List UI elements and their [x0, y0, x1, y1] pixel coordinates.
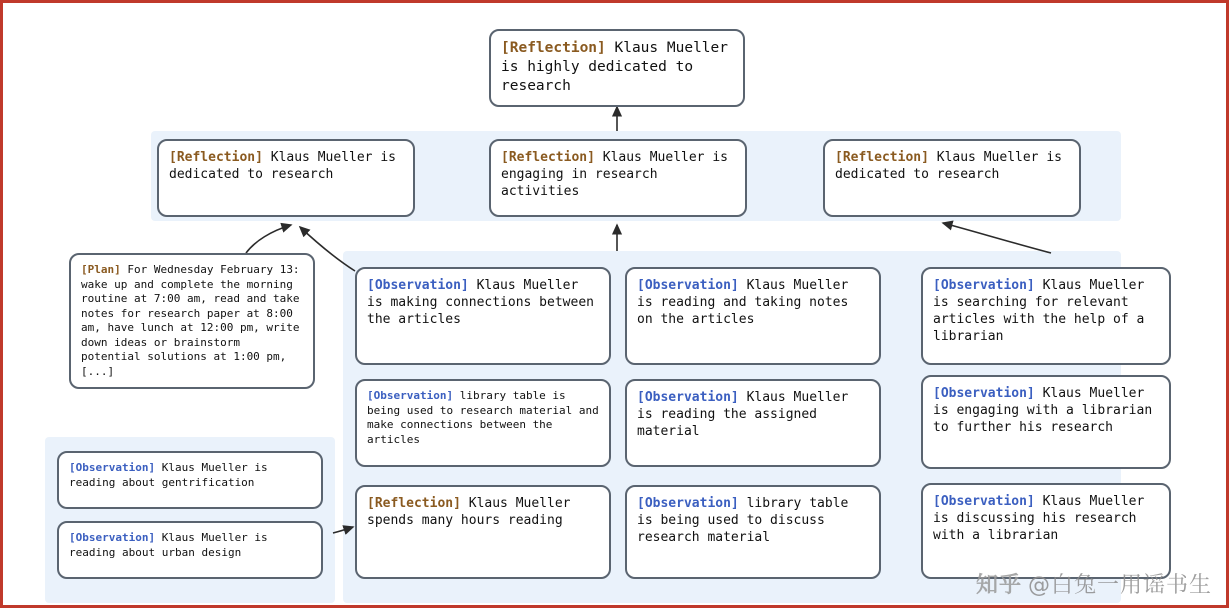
node-col1-observation-library-table[interactable]: [355, 379, 611, 467]
node-tag: [Observation]: [637, 496, 739, 511]
node-tag: [Observation]: [933, 278, 1035, 293]
node-col1-reflection-hours-reading[interactable]: [355, 485, 611, 579]
node-plan[interactable]: [69, 253, 315, 389]
node-tag: [Observation]: [69, 461, 156, 474]
node-col3-observation-engaging-librarian[interactable]: [921, 375, 1171, 469]
node-mid-left-reflection[interactable]: [157, 139, 415, 217]
node-text: library table is being used to discuss research material: [637, 496, 849, 546]
node-tag: [Observation]: [367, 278, 469, 293]
node-obs-left-gentrification[interactable]: [57, 451, 323, 509]
node-root-reflection[interactable]: [489, 29, 745, 107]
node-col1-observation-connections[interactable]: [355, 267, 611, 365]
node-tag: [Observation]: [933, 386, 1035, 401]
node-text: Klaus Mueller is reading about gentrification: [69, 461, 268, 489]
node-tag: [Plan]: [81, 263, 121, 276]
node-text: Klaus Mueller is dedicated to research: [169, 150, 396, 183]
node-text: Klaus Mueller is dedicated to research: [835, 150, 1062, 183]
node-mid-right-reflection[interactable]: [823, 139, 1081, 217]
node-col2-observation-discuss-material[interactable]: [625, 485, 881, 579]
node-tag: [Reflection]: [501, 150, 595, 165]
node-obs-left-urban-design[interactable]: [57, 521, 323, 579]
node-col2-observation-assigned-material[interactable]: [625, 379, 881, 467]
node-text: Klaus Mueller is searching for relevant articles with the help of a librarian: [933, 278, 1145, 345]
watermark: [976, 568, 1212, 599]
node-tag: [Observation]: [69, 531, 156, 544]
node-text: Klaus Mueller spends many hours reading: [367, 496, 571, 529]
node-mid-center-reflection[interactable]: [489, 139, 747, 217]
node-tag: [Reflection]: [169, 150, 263, 165]
node-text: library table is being used to research material and make connections between the articles: [367, 389, 599, 446]
node-text: For Wednesday February 13: wake up and complete the morning routine at 7:00 am, read and take notes for research paper at 8:00 am, have lunch at 12:00 pm, write down ideas or brainstorm potential solutions at 1:00 pm, [...]: [81, 263, 300, 378]
node-text: Klaus Mueller is engaging in research activities: [501, 150, 728, 200]
node-tag: [Observation]: [933, 494, 1035, 509]
node-tag: [Reflection]: [367, 496, 461, 511]
node-tag: [Observation]: [637, 390, 739, 405]
node-text: Klaus Mueller is reading about urban design: [69, 531, 268, 559]
node-col2-observation-taking-notes[interactable]: [625, 267, 881, 365]
node-text: Klaus Mueller is reading the assigned material: [637, 390, 849, 440]
watermark-logo: 知乎: [975, 573, 1022, 598]
node-col3-observation-searching-articles[interactable]: [921, 267, 1171, 365]
node-text: Klaus Mueller is highly dedicated to research: [501, 40, 728, 95]
node-text: Klaus Mueller is discussing his research with a librarian: [933, 494, 1145, 544]
node-text: Klaus Mueller is reading and taking notes on the articles: [637, 278, 849, 328]
node-tag: [Observation]: [637, 278, 739, 293]
node-text: Klaus Mueller is making connections between the articles: [367, 278, 594, 328]
node-tag: [Reflection]: [501, 40, 606, 56]
node-tag: [Observation]: [367, 389, 454, 402]
node-tag: [Reflection]: [835, 150, 929, 165]
node-text: Klaus Mueller is engaging with a librarian to further his research: [933, 386, 1153, 436]
watermark-text: @白兔一用谣书生: [1027, 573, 1212, 598]
node-col3-observation-discussing-research[interactable]: [921, 483, 1171, 579]
